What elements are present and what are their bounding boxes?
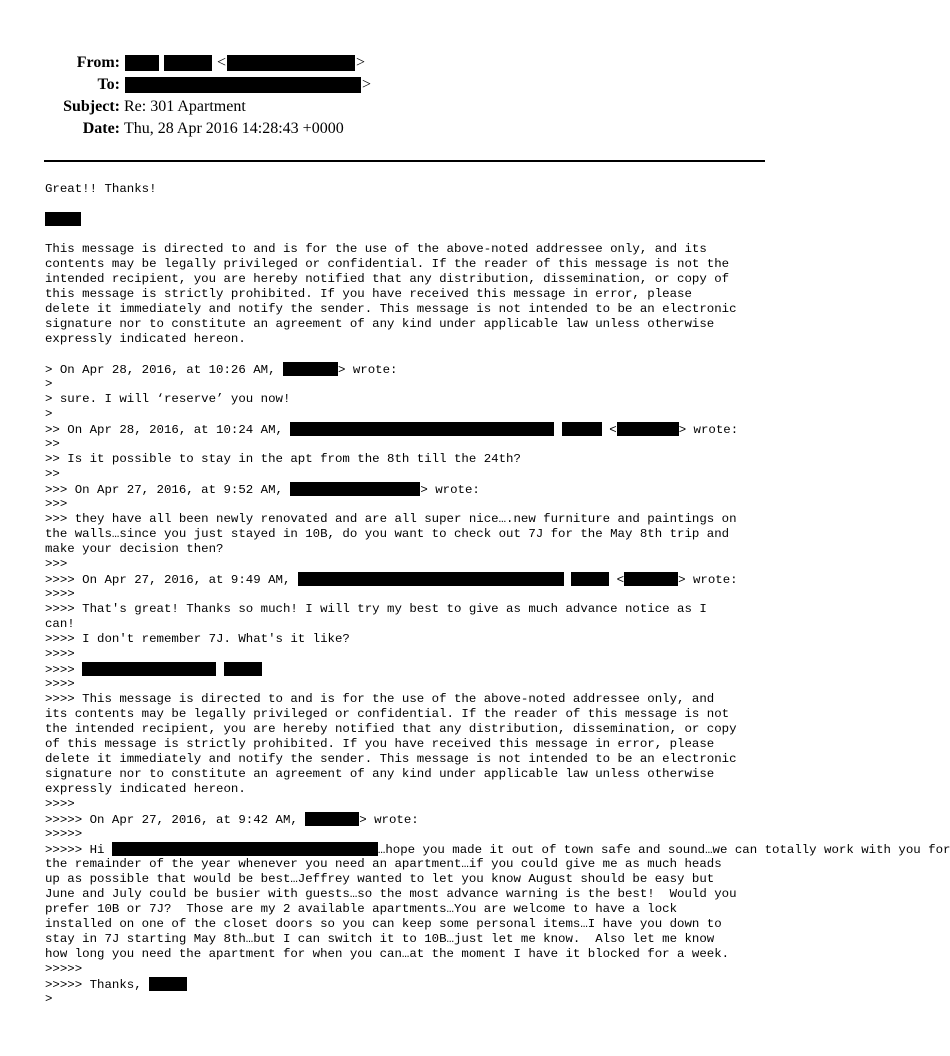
email-line: expressly indicated hereon. bbox=[45, 782, 246, 796]
from-surname-redaction bbox=[164, 55, 212, 71]
redaction-block bbox=[562, 422, 602, 436]
email-line: >>>> On Apr 27, 2016, at 9:49 AM, < > wrote: bbox=[45, 573, 738, 587]
redaction-block bbox=[624, 572, 678, 586]
header-date-row bbox=[0, 118, 816, 140]
email-line: >>>>> Thanks, bbox=[45, 977, 775, 992]
email-line: >>> On Apr 27, 2016, at 9:52 AM, > wrote: bbox=[45, 483, 480, 497]
email-line: intended recipient, you are hereby notified that any distribution, dissemination, or copy of bbox=[45, 272, 730, 286]
email-line: >>> bbox=[45, 497, 68, 511]
redaction-block bbox=[290, 482, 420, 496]
email-line: of this message is strictly prohibited. If you have received this message in error, please bbox=[45, 737, 715, 751]
email-line: the walls…since you just stayed in 10B, do you want to check out 7J for the May 8th trip and bbox=[45, 527, 730, 541]
email-body bbox=[45, 182, 950, 1007]
email-line: June and July could be busier with guests…so the most advance warning is the best! Would you bbox=[45, 887, 737, 901]
email-line: signature nor to constitute an agreement of any kind under applicable law unless otherwise bbox=[45, 767, 715, 781]
email-line: the intended recipient, you are hereby notified that any distribution, dissemination, or copy bbox=[45, 722, 737, 736]
email-line: up as possible that would be best…Jeffrey wanted to let you know August should be easy but bbox=[45, 872, 715, 886]
redaction-block bbox=[298, 572, 564, 586]
email-line: make your decision then? bbox=[45, 542, 224, 556]
email-line: > sure. I will ‘reserve’ you now! bbox=[45, 392, 291, 406]
email-line: >>>> bbox=[45, 647, 75, 661]
email-line: signature nor to constitute an agreement of any kind under applicable law unless otherwise bbox=[45, 317, 715, 331]
email-line: >>>> This message is directed to and is for the use of the above-noted addressee only, and bbox=[45, 692, 715, 706]
from-name-redaction bbox=[125, 55, 159, 71]
redaction-block bbox=[45, 212, 81, 226]
email-line: >>>>> bbox=[45, 962, 83, 976]
subject-label: Subject: bbox=[63, 98, 120, 115]
to-label: To: bbox=[97, 76, 120, 93]
header-divider bbox=[44, 160, 765, 162]
email-line: this message is strictly prohibited. If you have received this message in error, please bbox=[45, 287, 692, 301]
email-line: > bbox=[45, 407, 53, 421]
email-line: >>>>> On Apr 27, 2016, at 9:42 AM, > wrote: bbox=[45, 813, 419, 827]
email-line bbox=[45, 197, 775, 212]
redaction-block bbox=[82, 662, 216, 676]
email-line: This message is directed to and is for the use of the above-noted addressee only, and its bbox=[45, 242, 707, 256]
header-subject-row bbox=[0, 96, 816, 118]
email-line: >>>> That's great! Thanks so much! I will try my best to give as much advance notice as I bbox=[45, 602, 707, 616]
header-to-row: To: > bbox=[0, 74, 816, 96]
email-line: >>>> bbox=[45, 662, 775, 677]
email-line: >>>> I don't remember 7J. What's it like? bbox=[45, 632, 350, 646]
redaction-block bbox=[290, 422, 554, 436]
email-line: >> On Apr 28, 2016, at 10:24 AM, < > wrote: bbox=[45, 423, 739, 437]
email-line: how long you need the apartment for when you can…at the moment I have it blocked for a week. bbox=[45, 947, 730, 961]
redaction-block bbox=[305, 812, 359, 826]
email-line: >>>> bbox=[45, 587, 75, 601]
email-line bbox=[45, 212, 775, 227]
email-line: >>> bbox=[45, 557, 68, 571]
email-line: > bbox=[45, 377, 53, 391]
redaction-block bbox=[571, 572, 609, 586]
email-line: > bbox=[45, 992, 53, 1006]
email-line: contents may be legally privileged or confidential. If the reader of this message is not the bbox=[45, 257, 730, 271]
email-line: >> Is it possible to stay in the apt from the 8th till the 24th? bbox=[45, 452, 521, 466]
email-line: expressly indicated hereon. bbox=[45, 332, 246, 346]
redaction-block bbox=[112, 842, 378, 856]
redaction-block bbox=[617, 422, 679, 436]
redaction-block bbox=[224, 662, 262, 676]
header-from-row: From: < > bbox=[0, 52, 816, 74]
from-label: From: bbox=[76, 54, 120, 71]
email-line: >>>> bbox=[45, 797, 75, 811]
email-line: Great!! Thanks! bbox=[45, 182, 157, 196]
date-value: Thu, 28 Apr 2016 14:28:43 +0000 bbox=[124, 120, 344, 137]
email-line: delete it immediately and notify the sender. This message is not intended to be an electronic bbox=[45, 752, 737, 766]
email-line: >> bbox=[45, 467, 60, 481]
redaction-block bbox=[149, 977, 187, 991]
from-email-redaction bbox=[227, 55, 355, 71]
to-redaction bbox=[125, 77, 361, 93]
email-line: >> bbox=[45, 437, 60, 451]
email-line: >>>> bbox=[45, 677, 75, 691]
email-line: >>> they have all been newly renovated and are all super nice….new furniture and paintings on bbox=[45, 512, 737, 526]
date-label: Date: bbox=[82, 120, 120, 137]
email-line: stay in 7J starting May 8th…but I can switch it to 10B…just let me know. Also let me know bbox=[45, 932, 715, 946]
email-line: >>>>> bbox=[45, 827, 83, 841]
email-line bbox=[45, 227, 775, 242]
email-line: >>>>> Hi …hope you made it out of town safe and sound…we can totally work with you for bbox=[45, 843, 950, 857]
email-line: delete it immediately and notify the sender. This message is not intended to be an electronic bbox=[45, 302, 737, 316]
email-line: its contents may be legally privileged or confidential. If the reader of this message is not bbox=[45, 707, 730, 721]
email-line: > On Apr 28, 2016, at 10:26 AM, > wrote: bbox=[45, 363, 398, 377]
email-line bbox=[45, 347, 775, 362]
email-line: installed on one of the closet doors so you can keep some personal items…I have you down to bbox=[45, 917, 722, 931]
redaction-block bbox=[283, 362, 338, 376]
email-line: prefer 10B or 7J? Those are my 2 available apartments…You are welcome to have a lock bbox=[45, 902, 678, 916]
subject-value: Re: 301 Apartment bbox=[124, 98, 246, 115]
email-line: can! bbox=[45, 617, 75, 631]
email-line: the remainder of the year whenever you need an apartment…if you could give me as much heads bbox=[45, 857, 722, 871]
